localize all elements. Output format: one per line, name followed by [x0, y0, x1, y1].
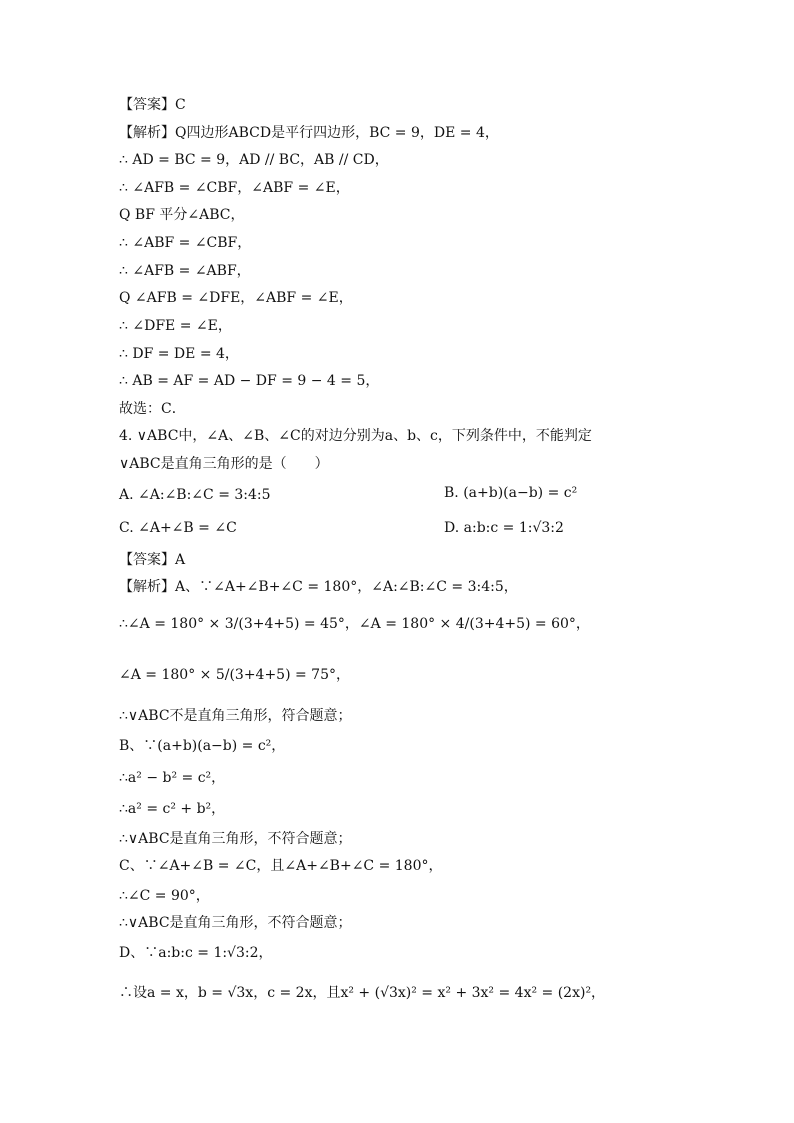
- q4-answer: 【答案】A: [119, 552, 186, 568]
- q4-analysis-12: D、∵a:b:c = 1:√3:2，: [119, 945, 273, 961]
- q4-analysis-11: ∴∨ABC是直角三角形，不符合题意；: [119, 915, 352, 931]
- q4-analysis-2: ∴∠A = 180° × 3/(3+4+5) = 45°，∠A = 180° × 4/(3+4+5) = 60°，: [119, 616, 590, 632]
- q3-answer: 【答案】C: [119, 97, 186, 113]
- q4-option-d: D. a:b:c = 1:√3:2: [444, 520, 564, 536]
- q3-line-7: Q ∠AFB = ∠DFE，∠ABF = ∠E，: [119, 290, 353, 306]
- q3-conclusion: 故选：C．: [119, 401, 186, 417]
- q3-line-2: ∴ AD = BC = 9，AD // BC，AB // CD，: [119, 152, 389, 168]
- q4-stem-line-2: ∨ABC是直角三角形的是（ ）: [119, 456, 329, 472]
- q3-line-3: ∴ ∠AFB = ∠CBF，∠ABF = ∠E，: [119, 180, 350, 196]
- q4-stem-line-1: 4. ∨ABC中，∠A、∠B、∠C的对边分别为a、b、c，下列条件中，不能判定: [119, 428, 592, 444]
- q3-line-9: ∴ DF = DE = 4，: [119, 346, 239, 362]
- q3-line-10: ∴ AB = AF = AD − DF = 9 − 4 = 5，: [119, 373, 380, 389]
- q4-analysis-1: 【解析】A、∵∠A+∠B+∠C = 180°，∠A:∠B:∠C = 3:4:5，: [119, 579, 518, 595]
- q4-analysis-8: ∴∨ABC是直角三角形，不符合题意；: [119, 831, 352, 847]
- q3-line-6: ∴ ∠AFB = ∠ABF，: [119, 263, 251, 279]
- q4-analysis-4: ∴∨ABC不是直角三角形，符合题意；: [119, 708, 352, 724]
- q4-option-a: A. ∠A:∠B:∠C = 3:4:5: [119, 487, 271, 503]
- q4-analysis-9: C、∵∠A+∠B = ∠C，且∠A+∠B+∠C = 180°，: [119, 858, 443, 874]
- q4-analysis-3: ∠A = 180° × 5/(3+4+5) = 75°，: [119, 667, 350, 683]
- q3-line-1: 【解析】Q四边形ABCD是平行四边形，BC = 9，DE = 4，: [119, 125, 499, 141]
- q3-line-5: ∴ ∠ABF = ∠CBF，: [119, 235, 252, 251]
- q3-line-4: Q BF 平分∠ABC，: [119, 207, 245, 223]
- q4-option-b: B. (a+b)(a−b) = c²: [444, 485, 578, 501]
- q4-analysis-7: ∴a² = c² + b²，: [119, 801, 226, 817]
- q4-analysis-6: ∴a² − b² = c²，: [119, 770, 226, 786]
- q4-analysis-10: ∴∠C = 90°，: [119, 888, 210, 904]
- q4-analysis-13: ∴设a = x，b = √3x，c = 2x，且x² + (√3x)² = x² + 3x² = 4x² = (2x)²，: [119, 985, 606, 1001]
- q4-option-c: C. ∠A+∠B = ∠C: [119, 520, 237, 536]
- q4-analysis-5: B、∵(a+b)(a−b) = c²，: [119, 738, 286, 754]
- q3-line-8: ∴ ∠DFE = ∠E，: [119, 318, 232, 334]
